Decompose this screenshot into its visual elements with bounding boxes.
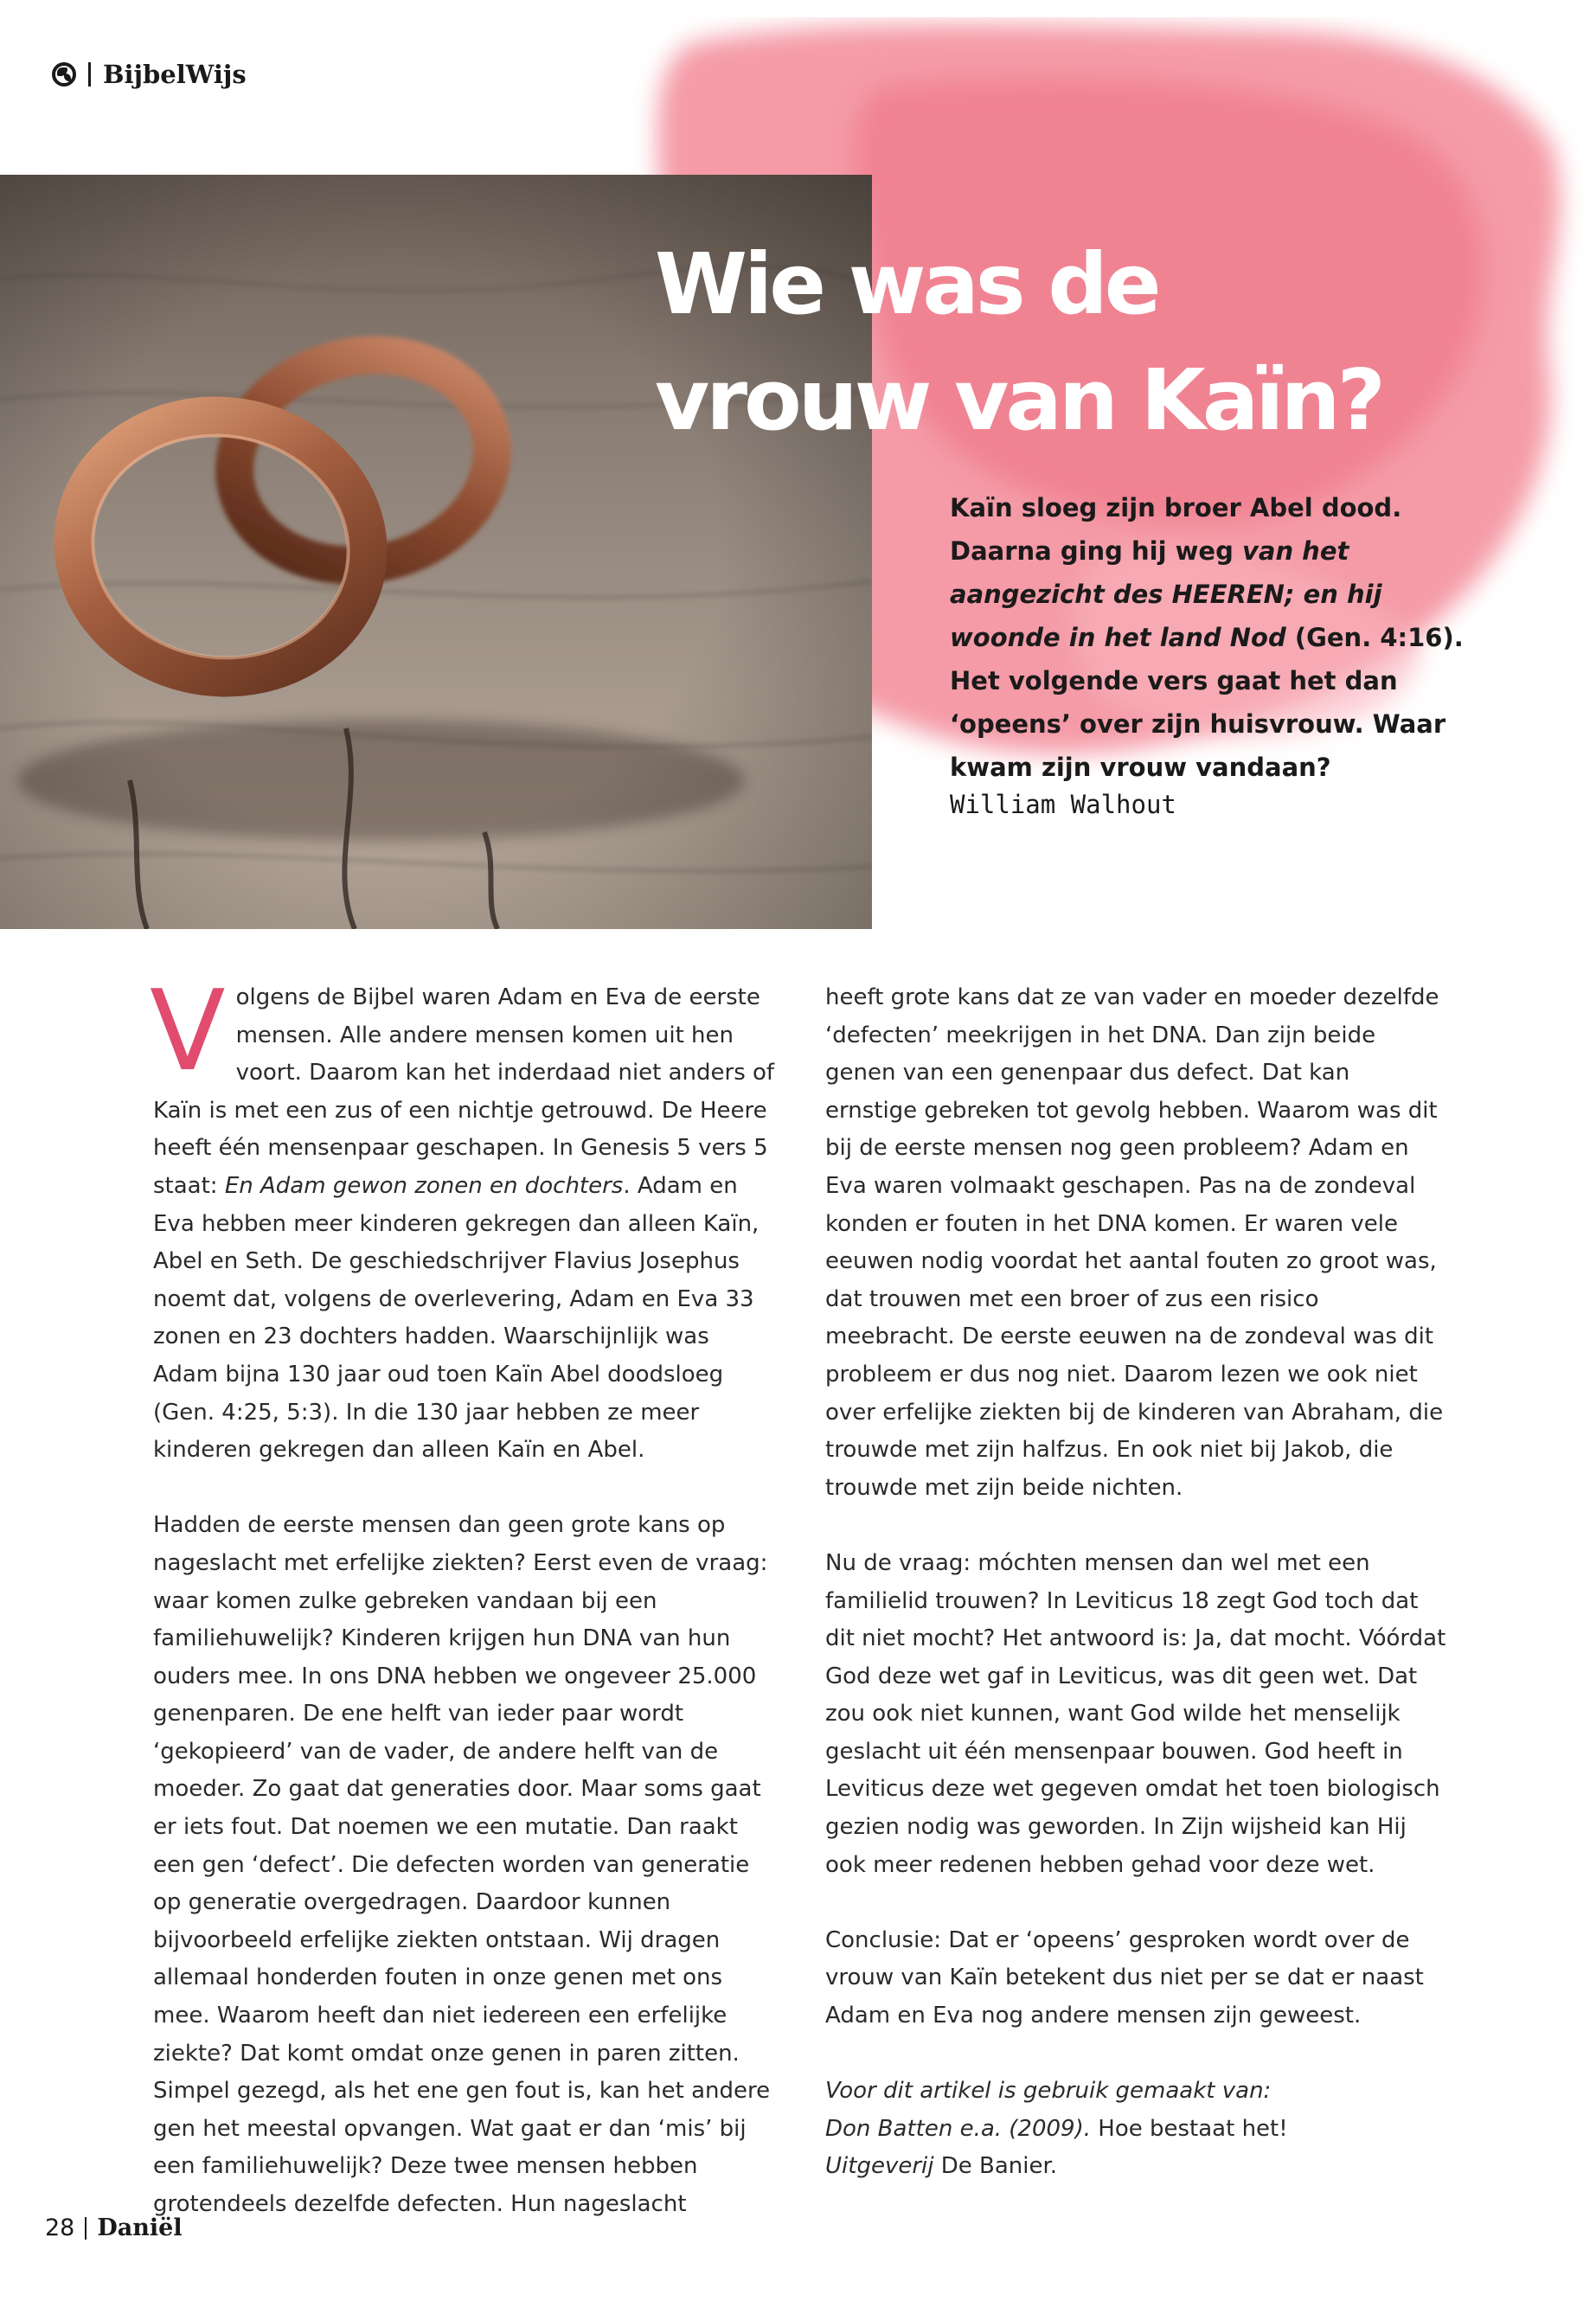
title-line-2: vrouw van Kaïn? xyxy=(655,351,1382,449)
intro-quote: van het aangezicht des HEEREN; en hij woonde in het land Nod xyxy=(950,536,1382,652)
page-header xyxy=(52,57,247,92)
page-footer xyxy=(45,2214,183,2241)
paragraph-1 xyxy=(150,967,776,1470)
source-book-title: Hoe bestaat het! xyxy=(1091,2115,1288,2142)
article-title xyxy=(655,227,1563,458)
section-brand: BijbelWijs xyxy=(103,60,247,89)
footer-divider xyxy=(85,2217,87,2240)
paragraph-5: Conclusie: Dat er ‘opeens’ gesproken wordt over de vrouw van Kaïn betekent dus niet per se dat er naast Adam en Eva nog andere mensen zijn geweest. xyxy=(825,1926,1424,2029)
magazine-name: Daniël xyxy=(97,2214,183,2241)
intro-part-2: (Gen. 4:16). Het volgende vers gaat het dan ‘opeens’ over zijn huisvrouw. Waar kwam zijn vrouw vandaan? xyxy=(950,623,1464,782)
title-line-1: Wie was de xyxy=(655,235,1158,333)
source-publisher: De Banier. xyxy=(933,2153,1058,2180)
paragraph-3: heeft grote kans dat ze van vader en moeder dezelfde ‘defecten’ meekrijgen in het DNA. Dan zijn beide genen van een genenpaar dus defect. Dat kan ernstige gebreken tot gevolg hebben. Waarom was dit bij de eerste mensen nog geen probleem? Adam en Eva waren volmaakt geschapen. Pas na de zondeval konden er fouten in het DNA komen. Er waren vele eeuwen nodig voordat het aantal fouten zo groot was, dat trouwen met een broer of zus een risico meebracht. De eerste eeuwen na de zondeval was dit probleem er dus nog niet. Daarom lezen we ook niet over erfelijke ziekten bij de kinderen van Abraham, die trouwde met zijn halfzus. En ook niet bij Jakob, die trouwde met zijn beide nichten. xyxy=(825,984,1444,1501)
drop-cap: V xyxy=(150,967,226,1096)
author-name: William Walhout xyxy=(950,790,1176,819)
source-note xyxy=(825,2073,1448,2186)
genesis-quote: En Adam gewon zonen en dochters xyxy=(224,1172,624,1199)
header-divider xyxy=(88,62,91,87)
source-book-author: Don Batten e.a. (2009). xyxy=(825,2115,1092,2142)
intro-part-1: Kaïn sloeg zijn broer Abel dood. Daarna ging hij weg xyxy=(950,493,1402,566)
body-column-right xyxy=(825,979,1448,2186)
source-publisher-label: Uitgeverij xyxy=(825,2153,934,2180)
source-intro: Voor dit artikel is gebruik gemaakt van: xyxy=(825,2078,1272,2105)
article-intro xyxy=(950,486,1469,789)
globe-icon xyxy=(52,62,76,87)
paragraph-1-a: olgens de Bijbel waren Adam en Eva de eerste mensen. Alle andere mensen komen uit hen voort. Daarom kan het inderdaad niet anders of Kaïn is met een zus of een nichtje getrouwd. De Heere heeft één mensenpaar geschapen. In Genesis 5 vers 5 staat: xyxy=(153,984,775,1199)
body-column-left xyxy=(150,967,776,2224)
page-number: 28 xyxy=(45,2214,75,2241)
paragraph-1-b: . Adam en Eva hebben meer kinderen gekregen dan alleen Kaïn, Abel en Seth. De geschiedschrijver Flavius Josephus noemt dat, volgens de overlevering, Adam en Eva 33 zonen en 23 dochters hadden. Waarschijnlijk was Adam bijna 130 jaar oud toen Kaïn Abel doodsloeg (Gen. 4:25, 5:3). In die 130 jaar hebben ze meer kinderen gekregen dan alleen Kaïn en Abel. xyxy=(153,1172,760,1464)
paragraph-4: Nu de vraag: móchten mensen dan wel met een familielid trouwen? In Leviticus 18 zegt God toch dat dit niet mocht? Het antwoord is: Ja, dat mocht. Vóórdat God deze wet gaf in Leviticus, was dit geen wet. Dat zou ook niet kunnen, want God wilde het menselijk geslacht uit één mensenpaar bouwen. God heeft in Leviticus deze wet gegeven omdat het toen biologisch gezien nodig was geworden. In Zijn wijsheid kan Hij ook meer redenen hebben gehad voor deze wet. xyxy=(825,1549,1446,1878)
paragraph-2: Hadden de eerste mensen dan geen grote kans op nageslacht met erfelijke ziekten? Eerst even de vraag: waar komen zulke gebreken vandaan bij een familiehuwelijk? Kinderen krijgen hun DNA van hun ouders mee. In ons DNA hebben we ongeveer 25.000 genenparen. De ene helft van ieder paar wordt ‘gekopieerd’ van de vader, de andere helft van de moeder. Zo gaat dat generaties door. Maar soms gaat er iets fout. Dat noemen we een mutatie. Dan raakt een gen ‘defect’. Die defecten worden van generatie op generatie overgedragen. Daardoor kunnen bijvoorbeeld erfelijke ziekten ontstaan. Wij dragen allemaal honderden fouten in onze genen met ons mee. Waarom heeft dan niet iedereen een erfelijke ziekte? Dat komt omdat onze genen in paren zitten. Simpel gezegd, als het ene gen fout is, kan het andere gen het meestal opvangen. Wat gaat er dan ‘mis’ bij een familiehuwelijk? Deze twee mensen hebben grotendeels dezelfde defecten. Hun nageslacht xyxy=(153,1512,771,2217)
